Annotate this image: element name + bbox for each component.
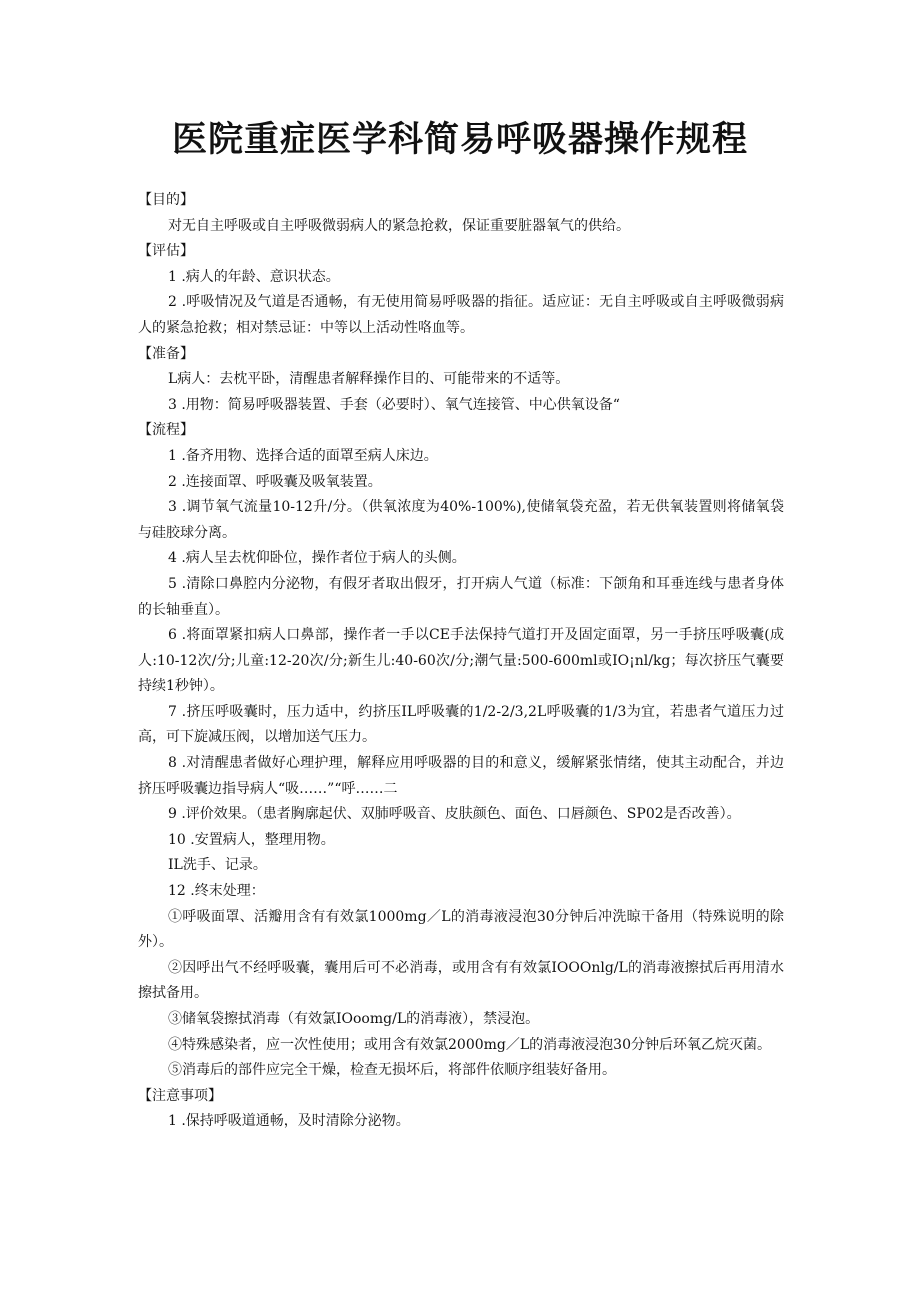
section-heading: 【注意事项】 <box>138 1087 222 1104</box>
section-paragraph: 3 .调节氧气流量10-12升/分。（供氧浓度为40%-100%),使储氧袋充盈，若无供氧装置则将储氧袋与硅胶球分离。 <box>138 499 784 541</box>
section-paragraph: 2 .连接面罩、呼吸囊及吸氧装置。 <box>168 473 382 490</box>
section-paragraph: 9 .评价效果。（患者胸廓起伏、双肺呼吸音、皮肤颜色、面色、口唇颜色、SP02是否改善）。 <box>168 806 741 823</box>
section-heading: 【准备】 <box>138 345 194 362</box>
section-heading: 【目的】 <box>138 192 194 208</box>
section-paragraph: 4 .病人呈去枕仰卧位，操作者位于病人的头侧。 <box>168 550 466 567</box>
section-paragraph: IL洗手、记录。 <box>168 857 267 874</box>
section-paragraph: 5 .清除口鼻腔内分泌物，有假牙者取出假牙，打开病人气道（标准：下颌角和耳垂连线与患者身体的长轴垂直）。 <box>138 575 784 618</box>
section-paragraph: 1 .保持呼吸道通畅，及时清除分泌物。 <box>168 1113 410 1130</box>
section-paragraph: 对无自主呼吸或自主呼吸微弱病人的紧急抢救，保证重要脏器氧气的供给。 <box>168 217 630 234</box>
section-paragraph: 3 .用物：简易呼吸器装置、手套（必要时）、氧气连接管、中心供氧设备“ <box>168 396 620 413</box>
section-paragraph: 12 .终末处理： <box>168 883 265 900</box>
document-title: 医院重症医学科简易呼吸器操作规程 <box>171 120 748 160</box>
section-paragraph: 1 .病人的年龄、意识状态。 <box>168 268 340 285</box>
section-paragraph: 2 .呼吸情况及气道是否通畅，有无使用简易呼吸器的指征。适应证：无自主呼吸或自主呼吸微弱病人的紧急抢救；相对禁忌证：中等以上活动性咯血等。 <box>138 294 784 336</box>
section-paragraph: ⑤消毒后的部件应完全干燥，检查无损坏后，将部件依顺序组装好备用。 <box>168 1062 616 1079</box>
section-paragraph: 10 .安置病人，整理用物。 <box>168 831 335 848</box>
section-paragraph: 6 .将面罩紧扣病人口鼻部，操作者一手以CE手法保持气道打开及固定面罩，另一手挤压呼吸囊(成人:10-12次/分;儿童:12-20次/分;新生儿:40-60次/分;潮气量:500-600ml或IO¡nl/kg；每次挤压气囊要持续1秒钟）。 <box>138 627 784 695</box>
document-body <box>138 188 784 1135</box>
section-paragraph: 8 .对清醒患者做好心理护理，解释应用呼吸器的目的和意义，缓解紧张情绪，使其主动配合，并边挤压呼吸囊边指导病人“吸……”“呼……二 <box>138 755 784 797</box>
section-paragraph: L病人：去枕平卧，清醒患者解释操作目的、可能带来的不适等。 <box>168 371 570 388</box>
section-heading: 【评估】 <box>138 243 194 260</box>
section-paragraph: 7 .挤压呼吸囊时，压力适中，约挤压IL呼吸囊的1/2-2/3,2L呼吸囊的1/3为宜，若患者气道压力过高，可下旋减压阀，以增加送气压力。 <box>138 703 784 746</box>
section-paragraph: ③储氧袋擦拭消毒（有效氯IOoomg/L的消毒液），禁浸泡。 <box>168 1011 540 1027</box>
section-paragraph: ④特殊感染者，应一次性使用；或用含有效氯2000mg／L的消毒液浸泡30分钟后环氧乙烷灭菌。 <box>168 1036 771 1053</box>
section-heading: 【流程】 <box>138 422 194 439</box>
section-paragraph: 1 .备齐用物、选择合适的面罩至病人床边。 <box>168 447 438 464</box>
section-paragraph: ①呼吸面罩、活瓣用含有有效氯1000mg／L的消毒液浸泡30分钟后冲洗晾干备用（特殊说明的除外）。 <box>138 908 784 951</box>
section-paragraph: ②因呼出气不经呼吸囊，囊用后可不必消毒，或用含有有效氯IOOOnlg/L的消毒液擦拭后再用清水擦拭备用。 <box>138 959 784 1002</box>
